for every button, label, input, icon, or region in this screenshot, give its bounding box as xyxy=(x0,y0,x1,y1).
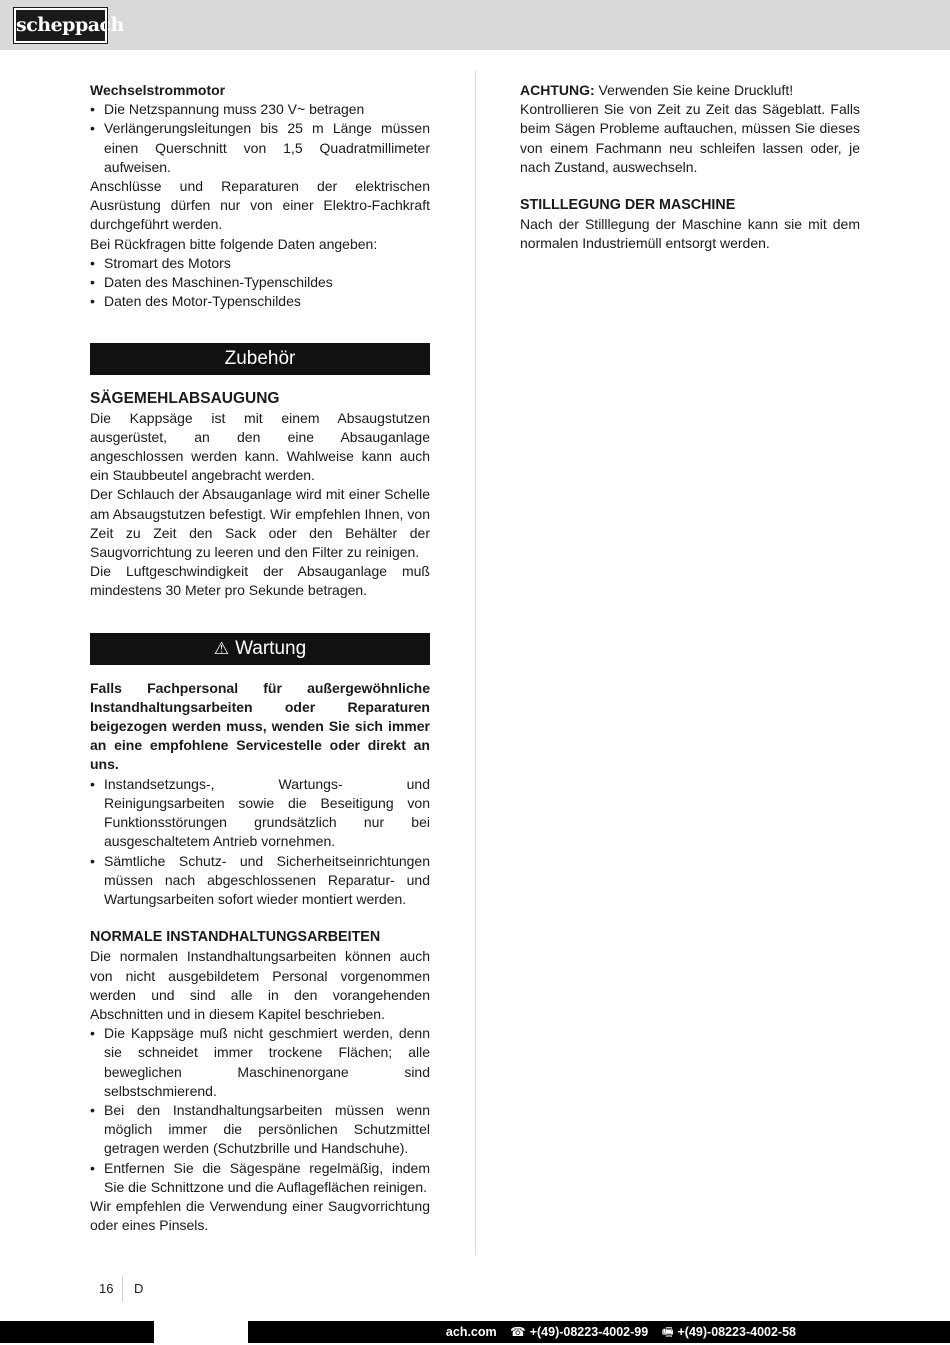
absaugung-paragraph: Der Schlauch der Absauganlage wird mit einer Schelle am Absaugstutzen befestigt. Wir empfehlen Ihnen, von Zeit zu Zeit den Sack oder den Behälter der Saugvorrichtung zu leeren und den Filter zu reinigen. xyxy=(90,486,430,561)
motor-paragraph: Anschlüsse und Reparaturen der elektrischen Ausrüstung dürfen nur von einer Elektro-Fachkraft durchgeführt werden. xyxy=(90,178,430,233)
phone-number: +(49)-08223-4002-99 xyxy=(529,1325,649,1339)
absaugung-heading: SÄGEMEHLABSAUGUNG xyxy=(90,390,280,408)
list-item: • Verlängerungsleitungen bis 25 m Länge müssen einen Querschnitt von 1,5 Quadratmillimeter aufweisen. xyxy=(90,119,430,177)
wartung-notice: Falls Fachpersonal für außergewöhnliche Instandhaltungsarbeiten oder Reparaturen beigezogen werden muss, wenden Sie sich immer an eine empfohlene Servicestelle oder direkt an uns. xyxy=(90,679,430,773)
section-title: Wartung xyxy=(235,637,307,659)
footer-gap xyxy=(154,1321,248,1343)
normale-paragraph: Die normalen Instandhaltungsarbeiten können auch von nicht ausgebildetem Personal vorgenommen werden und sind alle in den vorangehenden Abschnitten und in diesem Kapitel beschrieben. xyxy=(90,948,430,1022)
section-bar-zubehoer xyxy=(90,343,430,375)
footer-contact xyxy=(442,1321,796,1343)
page-number: 16 xyxy=(99,1281,114,1296)
list-item: • Stromart des Motors xyxy=(90,254,430,273)
normale-heading: NORMALE INSTANDHALTUNGSARBEITEN xyxy=(90,929,381,946)
phone-icon: ☎ xyxy=(510,1325,526,1339)
warning-icon: ⚠ xyxy=(213,638,230,658)
motor-paragraph: Bei Rückfragen bitte folgende Daten angeben: xyxy=(90,235,378,252)
left-column xyxy=(90,81,430,1235)
right-column xyxy=(520,81,860,254)
achtung-label: ACHTUNG: xyxy=(520,82,595,98)
section-title: Zubehör xyxy=(224,348,296,370)
list-item: • Daten des Maschinen-Typenschildes xyxy=(90,273,430,292)
list-item: • Sämtliche Schutz- und Sicherheitseinrichtungen müssen nach abgeschlossenen Reparatur- und Wartungsarbeiten sofort wieder montiert werden. xyxy=(90,852,430,910)
motor-heading: Wechselstrommotor xyxy=(90,82,226,98)
list-item: • Entfernen Sie die Sägespäne regelmäßig, indem Sie die Schnittzone und die Auflageflächen reinigen. xyxy=(90,1159,430,1197)
normale-paragraph: Wir empfehlen die Verwendung einer Saugvorrichtung oder eines Pinsels. xyxy=(90,1197,430,1234)
list-item: • Die Kappsäge muß nicht geschmiert werden, denn sie schneidet immer trockene Flächen; alle beweglichen Maschinenorgane sind selbstschmierend. xyxy=(90,1024,430,1101)
normale-bullets xyxy=(90,1024,430,1197)
absaugung-paragraph: Die Luftgeschwindigkeit der Absauganlage muß mindestens 30 Meter pro Sekunde betragen. xyxy=(90,563,430,599)
brand-logo: scheppach xyxy=(14,8,107,43)
column-divider xyxy=(475,70,476,1255)
list-item: • Die Netzspannung muss 230 V~ betragen xyxy=(90,100,430,119)
wartung-bullets xyxy=(90,775,430,909)
section-bar-wartung xyxy=(90,633,430,665)
absaugung-paragraph: Die Kappsäge ist mit einem Absaugstutzen ausgerüstet, an den eine Absauganlage angeschlossen werden kann. Wahlweise kann auch ein Staubbeutel angebracht werden. xyxy=(90,409,430,484)
achtung-line xyxy=(520,81,860,100)
website-text: ach.com xyxy=(445,1325,497,1339)
page-number-divider xyxy=(122,1276,123,1302)
list-item: • Instandsetzungs-, Wartungs- und Reinigungsarbeiten sowie die Beseitigung von Funktionsstörungen grundsätzlich nur bei ausgeschaltetem Antrieb vornehmen. xyxy=(90,775,430,852)
fax-number: +(49)-08223-4002-58 xyxy=(677,1325,796,1339)
stilllegung-paragraph: Nach der Stilllegung der Maschine kann sie mit dem normalen Industriemüll entsorgt werden. xyxy=(520,216,860,252)
achtung-text: Verwenden Sie keine Druckluft! xyxy=(594,82,794,98)
saegeblatt-paragraph: Kontrollieren Sie von Zeit zu Zeit das Sägeblatt. Falls beim Sägen Probleme auftauchen, müssen Sie dieses von einem Fachmann neu schleifen lassen oder, je nach Zustand, auswechseln. xyxy=(520,101,860,175)
motor-bullets xyxy=(90,100,430,177)
stilllegung-heading: STILLLEGUNG DER MASCHINE xyxy=(520,197,736,214)
fax-icon: 🖷 xyxy=(661,1325,674,1339)
list-item: • Bei den Instandhaltungsarbeiten müssen wenn möglich immer die persönlichen Schutzmittel getragen werden (Schutzbrille und Handschuhe). xyxy=(90,1101,430,1159)
header-band xyxy=(0,0,950,50)
data-bullets xyxy=(90,254,430,312)
list-item: • Daten des Motor-Typenschildes xyxy=(90,292,430,311)
language-code: D xyxy=(134,1281,144,1296)
